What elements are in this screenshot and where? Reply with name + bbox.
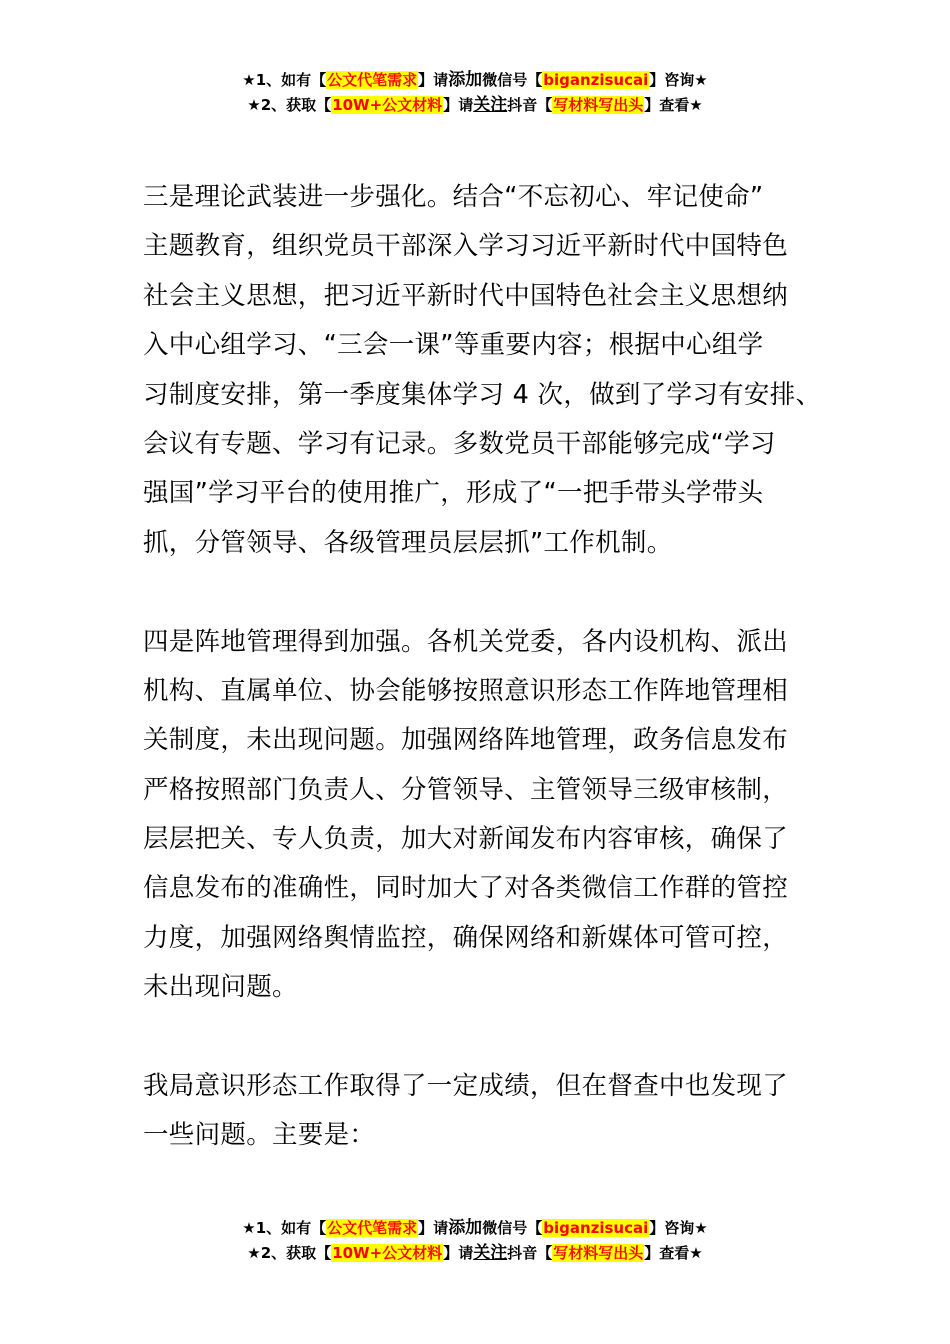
banner-highlight: biganzisucai [543,1219,649,1237]
paragraph-line: 一些问题。主要是： [143,1120,376,1151]
banner-highlight: 10W+公文材料 [332,96,443,114]
paragraph-line: 关制度，未出现问题。加强网络阵地管理，政务信息发布 [143,725,789,756]
banner-text: ★2、获取【 [247,96,332,114]
banner-highlight: 公文代笔需求 [327,71,418,89]
banner-line-2 [0,1241,950,1266]
paragraph-line: 严格按照部门负责人、分管领导、主管领导三级审核制， [143,774,789,805]
paragraph-line: 抓，分管领导、各级管理员层层抓”工作机制。 [143,527,673,558]
paragraph-line: 四是阵地管理得到加强。各机关党委，各内设机构、派出 [143,626,789,657]
banner-text: 】咨询★ [649,71,708,89]
paragraph [143,618,807,1013]
banner-text: ★1、如有【 [242,71,327,89]
banner-text: ★2、获取【 [247,1244,332,1262]
banner-text: 】请 [443,1244,474,1262]
banner-emphasis: 关注 [473,95,508,115]
banner-emphasis: 添加 [448,1218,483,1238]
banner-text: 微信号【 [482,71,543,89]
paragraph-line: 强国”学习平台的使用推广，形成了“一把手带头学带头 [143,478,764,509]
banner-text: ★1、如有【 [242,1219,327,1237]
banner-text: 抖音【 [507,96,553,114]
banner-highlight: 10W+公文材料 [332,1244,443,1262]
banner-text: 】查看★ [644,1244,703,1262]
paragraph-line: 未出现问题。 [143,972,298,1003]
banner-emphasis: 关注 [473,1243,508,1263]
paragraph-line: 主题教育，组织党员干部深入学习习近平新时代中国特色 [143,231,789,262]
banner-highlight: 写材料写出头 [553,96,644,114]
banner-text: 微信号【 [482,1219,543,1237]
paragraph-line: 会议有专题、学习有记录。多数党员干部能够完成“学习 [143,428,776,459]
paragraph-line: 社会主义思想，把习近平新时代中国特色社会主义思想纳 [143,280,789,311]
paragraph-line: 习制度安排，第一季度集体学习 4 次，做到了学习有安排、 [143,379,822,410]
paragraph-line: 机构、直属单位、协会能够按照意识形态工作阵地管理相 [143,675,789,706]
paragraph-line: 入中心组学习、“三会一课”等重要内容；根据中心组学 [143,330,764,361]
banner-line-2 [0,93,950,118]
paragraph-line: 我局意识形态工作取得了一定成绩，但在督查中也发现了 [143,1071,789,1102]
paragraph-line: 力度，加强网络舆情监控，确保网络和新媒体可管可控， [143,922,789,953]
footer-banner [0,1216,950,1266]
banner-highlight: 写材料写出头 [553,1244,644,1262]
banner-text: 】咨询★ [649,1219,708,1237]
banner-text: 】请 [443,96,474,114]
paragraph-line: 信息发布的准确性，同时加大了对各类微信工作群的管控 [143,873,789,904]
banner-text: 】请 [418,1219,449,1237]
document-body [143,173,822,1161]
banner-highlight: biganzisucai [543,71,649,89]
paragraph [143,1062,807,1161]
banner-line-1 [0,68,950,93]
banner-line-1 [0,1216,950,1241]
banner-text: 】查看★ [644,96,703,114]
paragraph-line: 层层把关、专人负责，加大对新闻发布内容审核，确保了 [143,824,789,855]
banner-highlight: 公文代笔需求 [327,1219,418,1237]
paragraph-line: 三是理论武装进一步强化。结合“不忘初心、牢记使命” [143,182,764,212]
paragraph [143,173,822,568]
banner-text: 抖音【 [507,1244,553,1262]
banner-emphasis: 添加 [448,70,483,90]
header-banner [0,68,950,118]
banner-text: 】请 [418,71,449,89]
